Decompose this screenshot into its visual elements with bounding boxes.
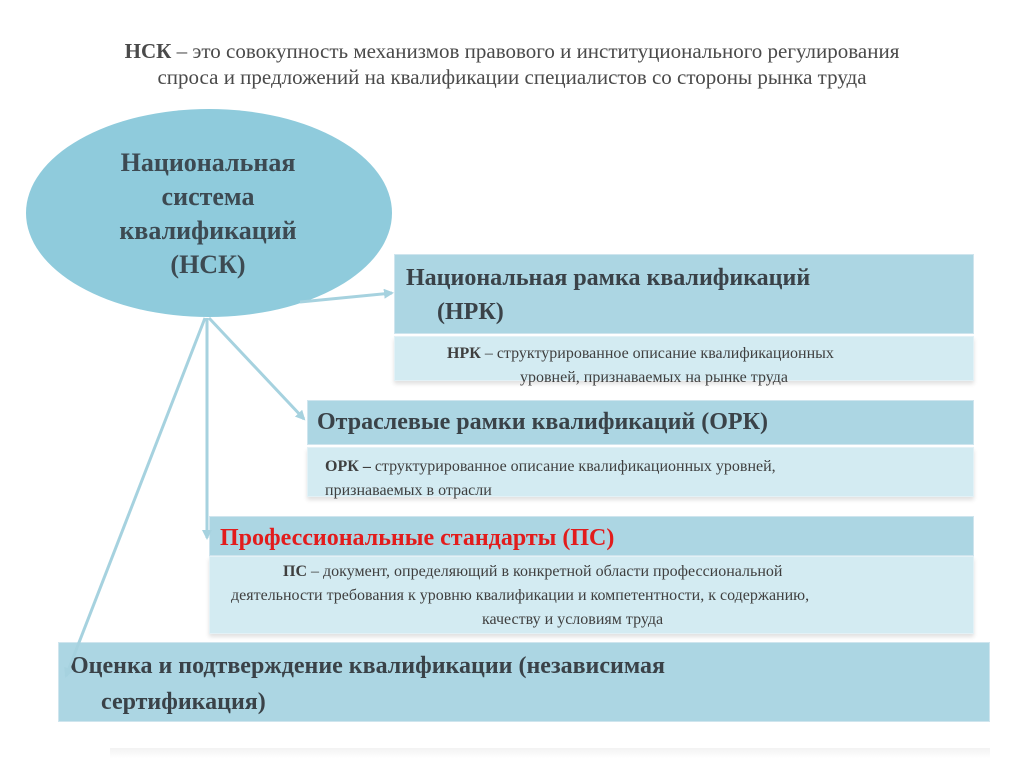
nsk-label-line-2: система (161, 182, 255, 211)
ps-desc-abbr: ПС (283, 563, 307, 580)
ork-desc-line-2: признаваемых в отрасли (325, 482, 492, 499)
ork-desc-text-1: структурированное описание квалификационных уровней, (370, 458, 776, 475)
intro-abbr: НСК (124, 39, 172, 63)
nrk-title-line-1: Национальная рамка квалификаций (406, 265, 811, 291)
nrk-desc-text-1: – структурированное описание квалификационных (480, 345, 834, 362)
nsk-label-line-4: (НСК) (170, 250, 246, 279)
ork-title: Отраслевые рамки квалификаций (ОРК) (317, 409, 768, 435)
arrow-to-certification (66, 318, 205, 676)
certification-line-2: сертификация) (101, 689, 266, 715)
ps-desc-line-2: деятельности требования к уровню квалификации и компетентности, к содержанию, (231, 587, 810, 604)
nrk-title-line-2: (НРК) (437, 299, 504, 325)
ork-desc-abbr: ОРК – (325, 458, 371, 475)
nsk-label (96, 146, 320, 282)
ps-desc-text-1: – документ, определяющий в конкретной области профессиональной (307, 563, 783, 580)
intro-text-1: – это совокупность механизмов правового и институционального регулирования (171, 39, 900, 63)
nsk-label-line-3: квалификаций (119, 216, 297, 245)
certification-line-1: Оценка и подтверждение квалификации (независимая (70, 653, 666, 679)
ork-desc-line-1 (325, 455, 776, 479)
ps-desc-line-1 (283, 560, 782, 584)
intro-line-1 (20, 38, 1004, 64)
bottom-shadow (110, 748, 990, 758)
nrk-desc-line-1 (447, 342, 834, 366)
arrow-to-ork (209, 318, 304, 419)
nrk-desc-line-2: уровней, признаваемых на рынке труда (520, 369, 788, 386)
intro-definition (20, 38, 1004, 90)
nsk-label-line-1: Национальная (120, 148, 296, 177)
intro-line-2: спроса и предложений на квалификации специалистов со стороны рынка труда (157, 65, 867, 89)
ps-title: Профессиональные стандарты (ПС) (220, 525, 615, 551)
nrk-desc-abbr: НРК (447, 345, 481, 362)
ps-desc-line-3: качеству и условиям труда (482, 611, 664, 628)
